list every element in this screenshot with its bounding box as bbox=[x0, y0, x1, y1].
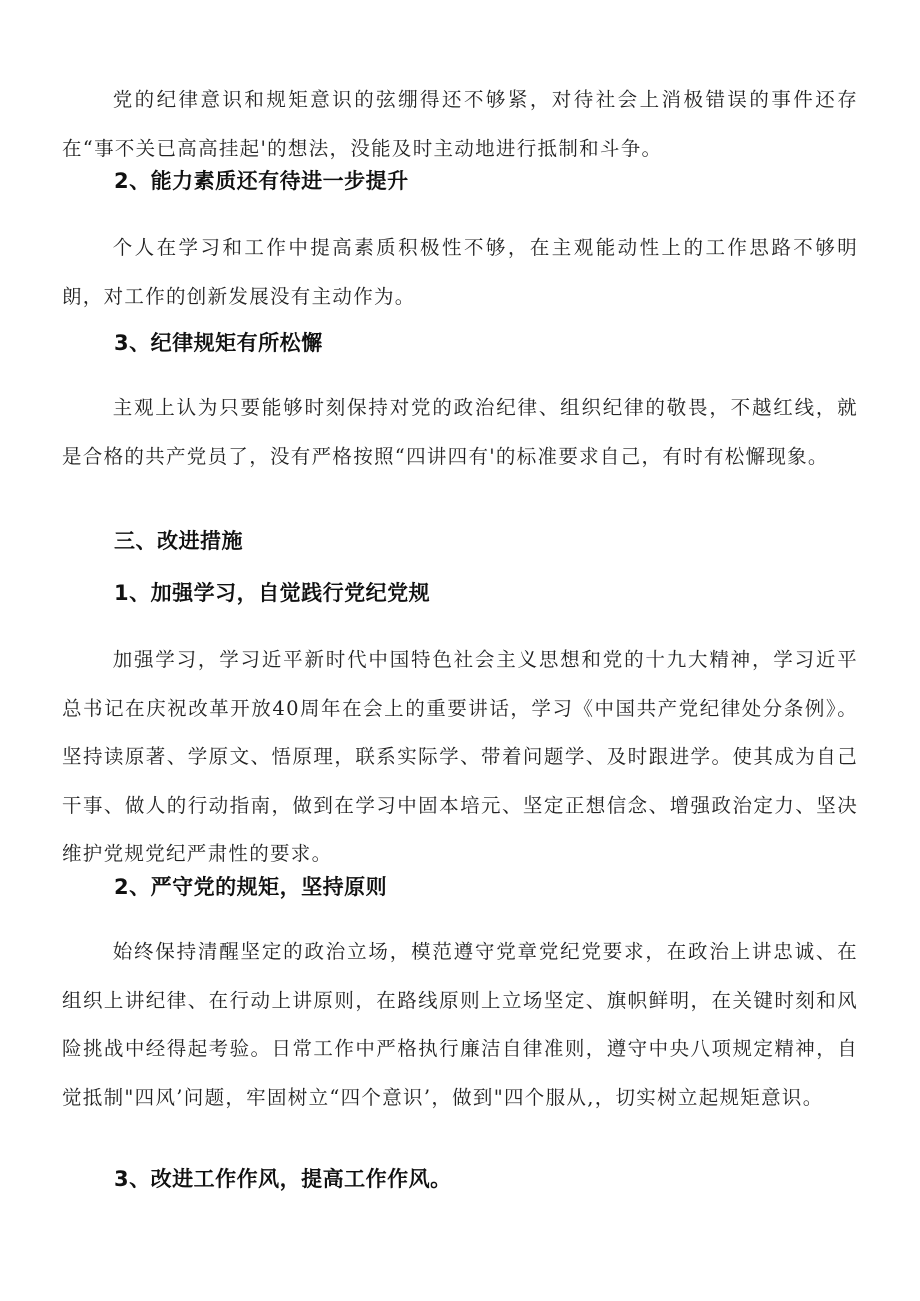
paragraph-ability-quality: 个人在学习和工作中提高素质积极性不够，在主观能动性上的工作思路不够明朗，对工作的创新发展没有主动作为。 bbox=[62, 236, 858, 308]
paragraph-discipline-loose: 主观上认为只要能够时刻保持对党的政治纪律、组织纪律的敬畏，不越红线，就是合格的共产党员了，没有严格按照“四讲四有'的标准要求自己，有时有松懈现象。 bbox=[62, 396, 858, 468]
heading-abide-rules: 2、严守党的规矩，坚持原则 bbox=[114, 875, 388, 899]
heading-discipline-loose: 3、纪律规矩有所松懈 bbox=[114, 331, 323, 355]
heading-ability-quality: 2、能力素质还有待进一步提升 bbox=[114, 169, 409, 193]
heading-improvement-measures: 三、改进措施 bbox=[114, 529, 243, 553]
heading-strengthen-study: 1、加强学习，自觉践行党纪党规 bbox=[114, 581, 431, 605]
paragraph-strengthen-study: 加强学习，学习近平新时代中国特色社会主义思想和党的十九大精神，学习近平总书记在庆祝改革开放40周年在会上的重要讲话，学习《中国共产党纪律处分条例》。坚持读原著、学原文、悟原理，联系实际学、带着问题学、及时跟进学。使其成为自己干事、做人的行动指南，做到在学习中固本培元、坚定正想信念、增强政治定力、坚决维护党规党纪严肃性的要求。 bbox=[62, 648, 858, 865]
paragraph-discipline-awareness: 党的纪律意识和规矩意识的弦绷得还不够紧，对待社会上消极错误的事件还存在“事不关已高高挂起'的想法，没能及时主动地进行抵制和斗争。 bbox=[62, 88, 858, 160]
heading-improve-work-style: 3、改进工作作风，提高工作作风。 bbox=[114, 1167, 452, 1191]
paragraph-abide-rules: 始终保持清醒坚定的政治立场，模范遵守党章党纪党要求，在政治上讲忠诚、在组织上讲纪律、在行动上讲原则，在路线原则上立场坚定、旗帜鲜明，在关键时刻和风险挑战中经得起考验。日常工作中严格执行廉洁自律准则，遵守中央八项规定精神，自觉抵制"四风’问题，牢固树立“四个意识’，做到"四个服从,，切实树立起规矩意识。 bbox=[62, 940, 858, 1109]
